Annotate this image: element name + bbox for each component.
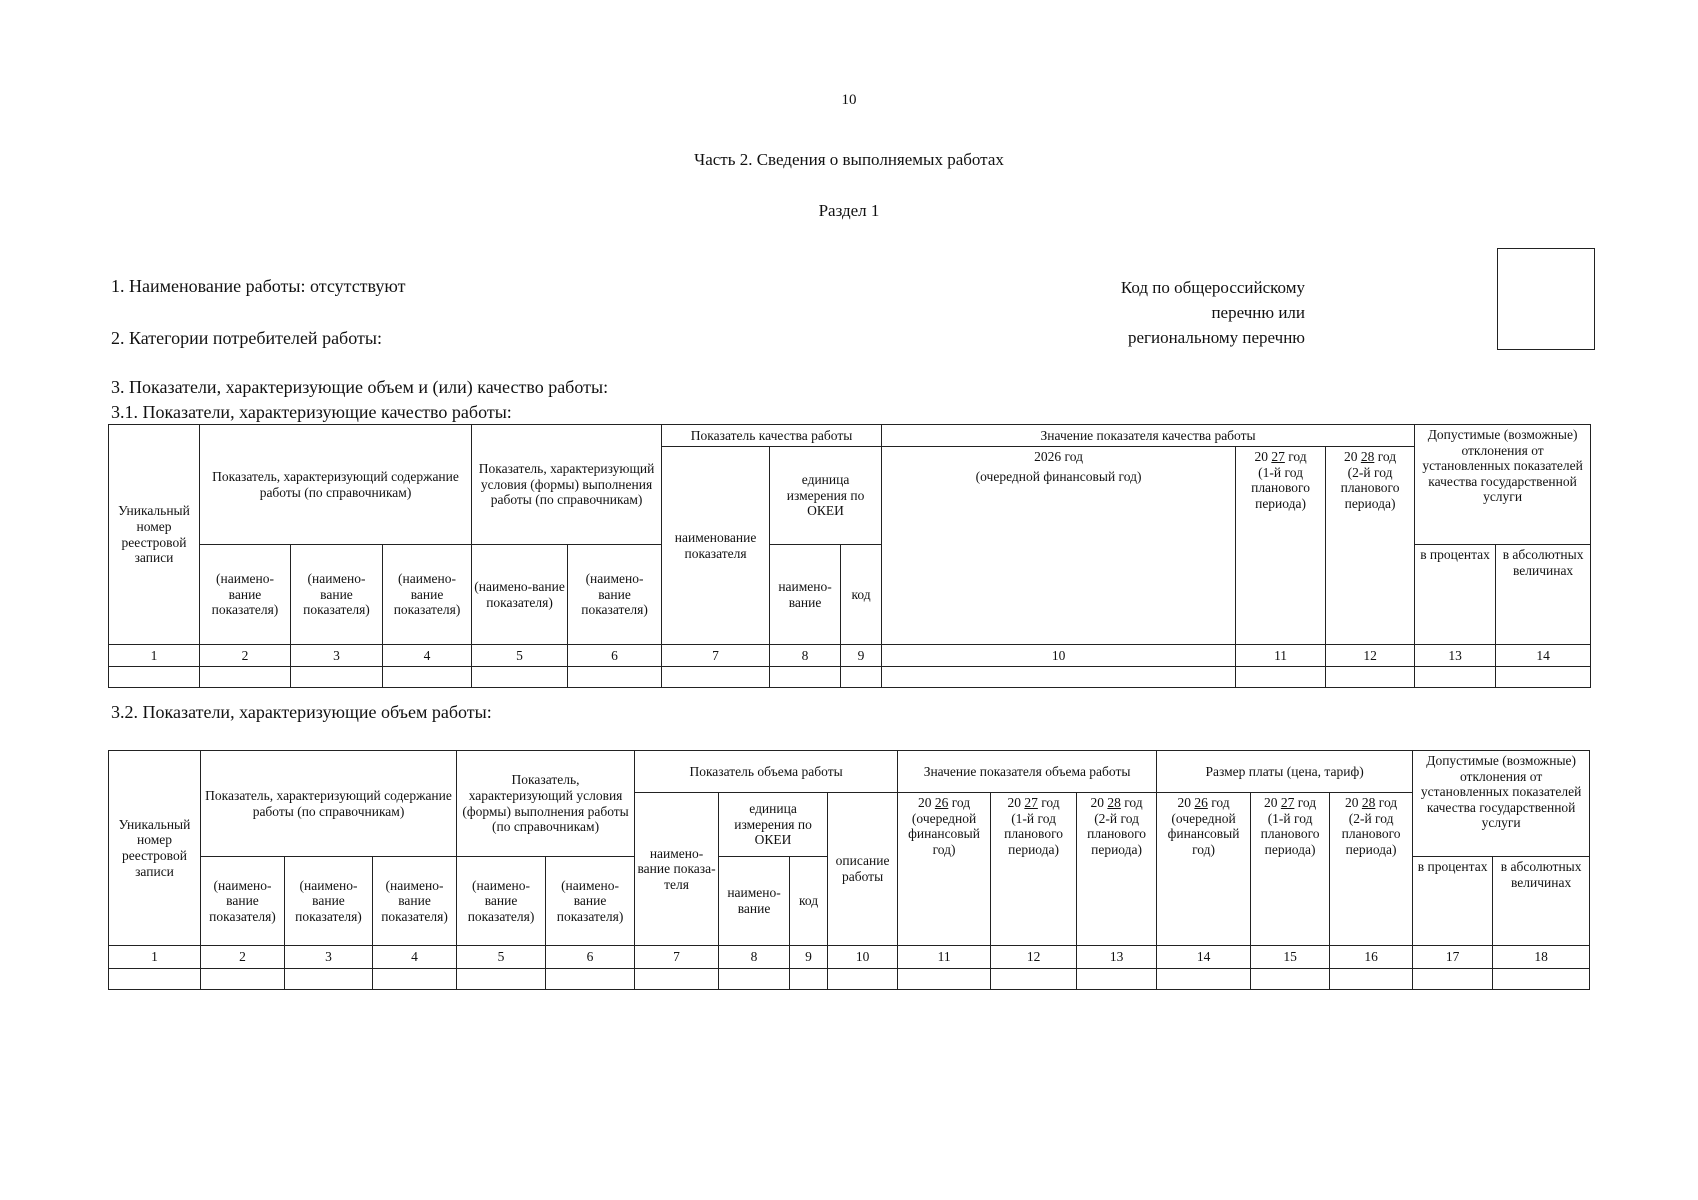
table-cell[interactable] (1326, 667, 1415, 688)
table-cell[interactable] (291, 667, 383, 688)
table-cell[interactable] (373, 969, 457, 990)
column-number: 2 (200, 645, 291, 667)
empty-data-row (109, 667, 1591, 688)
fee-year3-header (1330, 793, 1413, 946)
column-number: 8 (719, 946, 790, 969)
column-number: 14 (1496, 645, 1591, 667)
content-sub-2: (наимено-вание показателя) (291, 545, 383, 645)
table-cell[interactable] (546, 969, 635, 990)
column-number: 1 (109, 645, 200, 667)
year-suffix: год (1041, 795, 1060, 810)
year-desc: (2-й год планового периода) (1087, 810, 1147, 857)
content-sub-3: (наимено-вание показателя) (383, 545, 472, 645)
indicators-line: 3. Показатели, характеризующие объем и (или) качество работы: (111, 377, 609, 397)
year-prefix: 20 (1343, 449, 1358, 464)
column-number: 2 (201, 946, 285, 969)
table-cell[interactable] (1496, 667, 1591, 688)
column-number: 7 (662, 645, 770, 667)
content-sub-3: (наимено-вание показателя) (373, 857, 457, 946)
table-cell[interactable] (770, 667, 841, 688)
volume-table (108, 750, 1590, 990)
table-cell[interactable] (991, 969, 1077, 990)
conditions-sub-1: (наимено-вание показателя) (472, 545, 568, 645)
column-number: 5 (457, 946, 546, 969)
table-cell[interactable] (841, 667, 882, 688)
unique-number-header: Уникальный номер реестровой записи (109, 751, 201, 946)
year-desc: (очередной финансовый год) (908, 810, 980, 857)
year-suffix: год (1211, 795, 1230, 810)
content-indicator-header: Показатель, характеризующий содержание работы (по справочникам) (200, 425, 472, 545)
unit-name-header: наимено-вание (770, 545, 841, 645)
table-cell[interactable] (662, 667, 770, 688)
section-title: Раздел 1 (818, 201, 880, 220)
indicator-name-header: наимено-вание показа-теля (635, 793, 719, 946)
code-label-line: Код по общероссийскому (1120, 278, 1305, 297)
conditions-indicator-header: Показатель, характеризующий условия (формы) выполнения работы (по справочникам) (472, 425, 662, 545)
year-current-header (882, 447, 1236, 645)
fee-header: Размер платы (цена, тариф) (1157, 751, 1413, 793)
year-label (1159, 795, 1248, 811)
code-label-line: перечню или (1211, 303, 1305, 322)
column-number: 12 (1326, 645, 1415, 667)
table-cell[interactable] (457, 969, 546, 990)
year-desc: (1-й год планового периода) (1260, 810, 1320, 857)
column-number: 5 (472, 645, 568, 667)
year-prefix: 20 (917, 795, 932, 810)
column-number: 11 (898, 946, 991, 969)
deviation-absolute-header: в абсолютных величинах (1496, 545, 1591, 645)
code-label (1121, 275, 1305, 350)
year-suffix: год (1124, 795, 1143, 810)
year-plan2-desc: (2-й год планового периода) (1340, 464, 1400, 511)
column-number: 9 (841, 645, 882, 667)
table-cell[interactable] (635, 969, 719, 990)
year-prefix: 20 (1254, 449, 1268, 464)
column-number: 6 (546, 946, 635, 969)
year-number: 26 (934, 795, 949, 810)
part-title: Часть 2. Сведения о выполняемых работах (694, 150, 1004, 169)
table-cell[interactable] (1236, 667, 1326, 688)
column-number: 18 (1493, 946, 1590, 969)
conditions-sub-1: (наимено-вание показателя) (457, 857, 546, 946)
table-cell[interactable] (898, 969, 991, 990)
fee-year1-header (1157, 793, 1251, 946)
year-plan1-header (1236, 447, 1326, 645)
year-desc: (очередной финансовый год) (1167, 810, 1240, 857)
year-label (1332, 795, 1410, 811)
volume-year3-header (1077, 793, 1157, 946)
deviation-header: Допустимые (возможные) отклонения от установленных показателей качества государственной услуги (1415, 425, 1591, 545)
year-prefix: 20 (1177, 795, 1191, 810)
column-number: 9 (790, 946, 828, 969)
year-plan2-label (1328, 449, 1412, 465)
table-cell[interactable] (1077, 969, 1157, 990)
empty-data-row (109, 969, 1590, 990)
year-suffix: год (1377, 449, 1397, 464)
year-prefix: 20 (1263, 795, 1278, 810)
column-number: 13 (1415, 645, 1496, 667)
volume-heading: 3.2. Показатели, характеризующие объем работы: (111, 702, 492, 722)
column-number-row (109, 946, 1590, 969)
table-cell[interactable] (828, 969, 898, 990)
column-number: 13 (1077, 946, 1157, 969)
conditions-sub-2: (наимено-вание показателя) (546, 857, 635, 946)
table-cell[interactable] (1157, 969, 1251, 990)
year-plan2-header (1326, 447, 1415, 645)
year-desc: (1-й год планового периода) (1004, 810, 1064, 857)
year-suffix: год (1288, 449, 1307, 464)
column-number: 7 (635, 946, 719, 969)
deviation-absolute-header: в абсолютных величинах (1493, 857, 1590, 946)
table-cell[interactable] (790, 969, 828, 990)
table-cell[interactable] (719, 969, 790, 990)
year-label (1079, 795, 1154, 811)
table-cell[interactable] (1415, 667, 1496, 688)
table-cell[interactable] (1251, 969, 1330, 990)
table-cell[interactable] (1413, 969, 1493, 990)
conditions-sub-2: (наимено-вание показателя) (568, 545, 662, 645)
column-number: 4 (383, 645, 472, 667)
unit-code-header: код (841, 545, 882, 645)
unit-header: единица измерения по ОКЕИ (719, 793, 828, 857)
year-prefix: 20 (1090, 795, 1104, 810)
work-name-line: 1. Наименование работы: отсутствуют (111, 276, 406, 296)
year-number: 27 (1024, 795, 1038, 810)
column-number: 4 (373, 946, 457, 969)
indicator-name-header: наименование показателя (662, 447, 770, 645)
column-number: 10 (828, 946, 898, 969)
volume-year1-header (898, 793, 991, 946)
table-cell[interactable] (472, 667, 568, 688)
table-cell[interactable] (383, 667, 472, 688)
unit-name-header: наимено-вание (719, 857, 790, 946)
table-cell[interactable] (1330, 969, 1413, 990)
consumers-line: 2. Категории потребителей работы: (111, 328, 382, 348)
quality-indicator-header: Показатель качества работы (662, 425, 882, 447)
quality-table (108, 424, 1591, 688)
year-suffix: год (1378, 795, 1398, 810)
deviation-header: Допустимые (возможные) отклонения от установленных показателей качества государственной услуги (1413, 751, 1590, 857)
deviation-percent-header: в процентах (1413, 857, 1493, 946)
code-label-line: региональному перечню (1127, 328, 1305, 347)
table-cell[interactable] (568, 667, 662, 688)
column-number: 16 (1330, 946, 1413, 969)
year-number: 28 (1361, 795, 1376, 810)
conditions-indicator-header: Показатель, характеризующий условия (формы) выполнения работы (по справочникам) (457, 751, 635, 857)
column-number: 12 (991, 946, 1077, 969)
year-plan1-label (1238, 449, 1323, 465)
quality-heading: 3.1. Показатели, характеризующие качество работы: (111, 402, 512, 422)
year-number: 28 (1360, 449, 1375, 464)
year-suffix: год (951, 795, 971, 810)
year-label (993, 795, 1074, 811)
table-cell[interactable] (109, 667, 200, 688)
column-number: 6 (568, 645, 662, 667)
table-cell[interactable] (882, 667, 1236, 688)
table-cell[interactable] (1493, 969, 1590, 990)
volume-year2-header (991, 793, 1077, 946)
table-cell[interactable] (200, 667, 291, 688)
year-desc: (2-й год планового периода) (1341, 810, 1401, 857)
deviation-percent-header: в процентах (1415, 545, 1496, 645)
unit-code-header: код (790, 857, 828, 946)
year-prefix: 20 (1345, 795, 1359, 810)
content-sub-1: (наимено-вание показателя) (201, 857, 285, 946)
work-description-header: описание работы (828, 793, 898, 946)
year-number: 26 (1194, 795, 1208, 810)
table-cell[interactable] (285, 969, 373, 990)
code-box[interactable] (1497, 248, 1595, 350)
quality-value-header: Значение показателя качества работы (882, 425, 1415, 447)
column-number: 1 (109, 946, 201, 969)
column-number: 10 (882, 645, 1236, 667)
content-indicator-header: Показатель, характеризующий содержание работы (по справочникам) (201, 751, 457, 857)
fee-year2-header (1251, 793, 1330, 946)
column-number: 3 (285, 946, 373, 969)
column-number: 3 (291, 645, 383, 667)
volume-indicator-header: Показатель объема работы (635, 751, 898, 793)
year-plan1-desc: (1-й год планового периода) (1251, 464, 1311, 511)
column-number: 15 (1251, 946, 1330, 969)
content-sub-1: (наимено-вание показателя) (200, 545, 291, 645)
year-number: 28 (1107, 795, 1121, 810)
year-number: 27 (1280, 795, 1295, 810)
year-current-desc: (очередной финансовый год) (975, 468, 1142, 484)
column-number: 8 (770, 645, 841, 667)
page-number: 10 (841, 92, 857, 108)
column-number: 14 (1157, 946, 1251, 969)
table-cell[interactable] (109, 969, 201, 990)
column-number-row (109, 645, 1591, 667)
year-label (900, 795, 988, 811)
unit-header: единица измерения по ОКЕИ (770, 447, 882, 545)
year-prefix: 20 (1007, 795, 1021, 810)
content-sub-2: (наимено-вание показателя) (285, 857, 373, 946)
volume-value-header: Значение показателя объема работы (898, 751, 1157, 793)
table-cell[interactable] (201, 969, 285, 990)
unique-number-header: Уникальный номер реестровой записи (109, 425, 200, 645)
year-current-label: 2026 год (1034, 449, 1083, 464)
year-label (1253, 795, 1327, 811)
column-number: 11 (1236, 645, 1326, 667)
column-number: 17 (1413, 946, 1493, 969)
year-number: 27 (1271, 449, 1285, 464)
year-suffix: год (1297, 795, 1317, 810)
